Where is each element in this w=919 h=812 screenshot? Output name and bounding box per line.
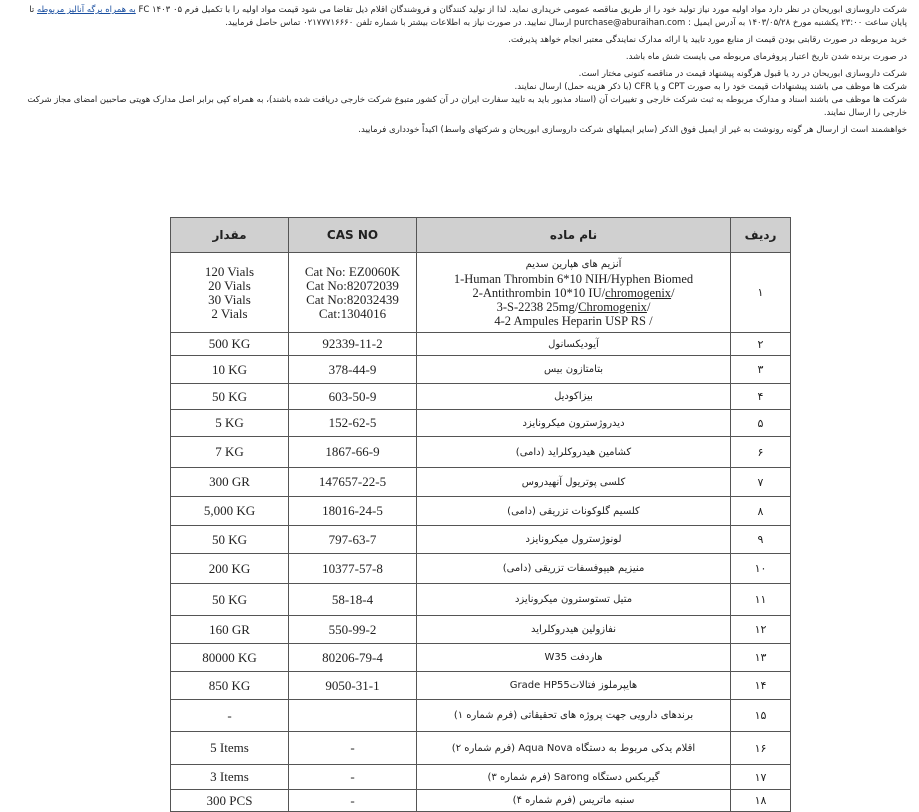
cas-cell: 797-63-7 (289, 526, 417, 554)
row-number-cell: ۶ (731, 437, 791, 468)
quantity-cell: - (171, 700, 289, 732)
table-row (171, 410, 910, 437)
cas-cell: 10377-57-8 (289, 554, 417, 584)
cas-cell: 58-18-4 (289, 584, 417, 616)
cas-cell: 1867-66-9 (289, 437, 417, 468)
table-row (171, 437, 910, 468)
table-row (171, 765, 910, 790)
header-quantity: مقدار (171, 218, 289, 253)
row-number-cell: ۱۶ (731, 732, 791, 765)
header-row-number: ردیف (731, 218, 791, 253)
note-intro: شرکت داروسازی ابوریحان در نظر دارد مواد اولیه مورد نیاز تولید خود را از طریق مناقصه عمومی خریداری نماید. لذا از تولید کنندگان و فروشندگان اقلام ذیل تقاضا می شود قیمت مواد اولیه را با تکمیل فرم FC ۱۴۰۳ ۰۵ به همراه برگه آنالیز مربوطه تا پایان ساعت ۲۳:۰۰ یکشنبه مورخ ۱۴۰۳/۰۵/۲۸ به آدرس ایمیل : purchase@aburaihan.com ارسال نمایید. در صورت نیاز به اطلاعات بیشتر با شماره تلفن ۰۲۱۷۷۷۱۶۶۶۰ تماس حاصل فرمایید. (29, 5, 907, 28)
row-number-cell: ۷ (731, 468, 791, 497)
cas-cell: - (289, 732, 417, 765)
table-row (171, 333, 910, 356)
quantity-cell: 300 PCS (171, 790, 289, 812)
row-number-cell: ۱۴ (731, 672, 791, 700)
name-cell: بیزاکودیل (417, 384, 731, 410)
analysis-sheet-link[interactable]: به همراه برگه آنالیز مربوطه (36, 5, 136, 15)
tender-notes (14, 4, 907, 141)
row-number-cell: ۴ (731, 384, 791, 410)
row-number-cell: ۱۱ (731, 584, 791, 616)
table-row (171, 468, 910, 497)
name-cell: منیزیم هیپوفسفات تزریقی (دامی) (417, 554, 731, 584)
note-email-only: خواهشمند است از ارسال هر گونه رونوشت به غیر از ایمیل فوق الذکر (سایر ایمیلهای شرکت داروسازی ابوریحان و شرکتهای واسط) اکیداً خودداری فرمایید. (358, 125, 907, 135)
name-cell: سنبه ماتریس (فرم شماره ۴) (417, 790, 731, 812)
row-number-cell: ۳ (731, 356, 791, 384)
quantity-cell: 160 GR (171, 616, 289, 644)
name-cell: هاردفت W35 (417, 644, 731, 672)
note-incoterms: شرکت ها موظف می باشند پیشنهادات قیمت خود را به صورت CPT و یا CFR (با ذکر هزینه حمل) ارسال نمایند. (514, 82, 907, 92)
cas-cell: 18016-24-5 (289, 497, 417, 526)
name-cell: دیدروژسترون میکرونایزد (417, 410, 731, 437)
cas-cell: 80206-79-4 (289, 644, 417, 672)
cas-cell: 603-50-9 (289, 384, 417, 410)
table-row (171, 790, 910, 812)
cas-cell: 378-44-9 (289, 356, 417, 384)
table-row (171, 584, 910, 616)
quantity-cell: 120 Vials 20 Vials 30 Vials 2 Vials (171, 253, 289, 333)
table-row (171, 700, 910, 732)
table-row (171, 497, 910, 526)
cas-cell: - (289, 790, 417, 812)
name-cell: بتامتازون بیس (417, 356, 731, 384)
name-cell: آنزیم های هپارین سدیم 1-Human Thrombin 6*10 NIH/Hyphen Biomed 2-Antithrombin 10*10 IU/chromogenix/ 3-S-2238 25mg/Chromogenix/ 4-2 Ampules Heparin USP RS / (417, 253, 731, 333)
table-row (171, 384, 910, 410)
row-number-cell: ۲ (731, 333, 791, 356)
row-number-cell: ۱۳ (731, 644, 791, 672)
quantity-cell: 850 KG (171, 672, 289, 700)
table-row (171, 526, 910, 554)
table-header-row (171, 218, 910, 253)
materials-table-wrapper (170, 217, 910, 812)
cas-cell (289, 700, 417, 732)
name-cell: نفازولین هیدروکلراید (417, 616, 731, 644)
cas-cell: 9050-31-1 (289, 672, 417, 700)
cas-cell: - (289, 765, 417, 790)
name-cell: لونوژسترول میکرونایزد (417, 526, 731, 554)
table-row (171, 356, 910, 384)
table-row (171, 732, 910, 765)
header-cas: CAS NO (289, 218, 417, 253)
row-number-cell: ۹ (731, 526, 791, 554)
table-row (171, 644, 910, 672)
quantity-cell: 500 KG (171, 333, 289, 356)
table-row (171, 672, 910, 700)
table-row (171, 616, 910, 644)
table-row (171, 554, 910, 584)
row-number-cell: ۱۲ (731, 616, 791, 644)
quantity-cell: 50 KG (171, 526, 289, 554)
quantity-cell: 80000 KG (171, 644, 289, 672)
header-name: نام ماده (417, 218, 731, 253)
quantity-cell: 10 KG (171, 356, 289, 384)
materials-table (170, 217, 910, 812)
name-cell: متیل تستوسترون میکرونایزد (417, 584, 731, 616)
quantity-cell: 200 KG (171, 554, 289, 584)
cas-cell: 92339-11-2 (289, 333, 417, 356)
row-number-cell: ۸ (731, 497, 791, 526)
name-cell: اقلام یدکی مربوط به دستگاه Aqua Nova (فرم شماره ۲) (417, 732, 731, 765)
cas-cell: 152-62-5 (289, 410, 417, 437)
quantity-cell: 50 KG (171, 584, 289, 616)
quantity-cell: 50 KG (171, 384, 289, 410)
quantity-cell: 5,000 KG (171, 497, 289, 526)
row-number-cell: ۱۷ (731, 765, 791, 790)
quantity-cell: 3 Items (171, 765, 289, 790)
quantity-cell: 7 KG (171, 437, 289, 468)
name-cell: آیودیکسانول (417, 333, 731, 356)
name-cell: کلسی پوتریول آنهیدروس (417, 468, 731, 497)
name-cell: برندهای دارویی جهت پروژه های تحقیقاتی (فرم شماره ۱) (417, 700, 731, 732)
name-cell: کشامین هیدروکلراید (دامی) (417, 437, 731, 468)
row-number-cell: ۱۵ (731, 700, 791, 732)
quantity-cell: 5 Items (171, 732, 289, 765)
quantity-cell: 300 GR (171, 468, 289, 497)
note-documents: شرکت ها موظف می باشند اسناد و مدارک مربوطه به ثبت شرکت خارجی و تغییرات آن (اسناد مذبور باید به تایید سفارت ایران در آن کشور متبوع شرکت خارجی دریافت شده باشند)، به همراه کپی برابر اصل مدارک هویتی صاحبین امضای مجاز شرکت خارجی را ارسال نمایند. (27, 95, 907, 118)
name-cell: کلسیم گلوکونات تزریقی (دامی) (417, 497, 731, 526)
name-cell: گیربکس دستگاه Sarong (فرم شماره ۳) (417, 765, 731, 790)
row-number-cell: ۱ (731, 253, 791, 333)
cas-cell: Cat No: EZ0060K Cat No:82072039 Cat No:82032439 Cat:1304016 (289, 253, 417, 333)
note-purchase-condition: خرید مربوطه در صورت رقابتی بودن قیمت از منابع مورد تایید یا ارائه مدارک نمایندگی معتبر انجام خواهد پذیرفت. (508, 35, 907, 45)
note-rejection-right: شرکت داروسازی ابوریحان در رد یا قبول هرگونه پیشنهاد قیمت در مناقصه کنونی مختار است. (578, 69, 907, 79)
cas-cell: 147657-22-5 (289, 468, 417, 497)
cas-cell: 550-99-2 (289, 616, 417, 644)
note-proforma-validity: در صورت برنده شدن تاریخ اعتبار پروفرمای مربوطه می بایست شش ماه باشد. (625, 52, 907, 62)
row-number-cell: ۱۰ (731, 554, 791, 584)
row-number-cell: ۱۸ (731, 790, 791, 812)
quantity-cell: 5 KG (171, 410, 289, 437)
row-number-cell: ۵ (731, 410, 791, 437)
table-row (171, 253, 910, 333)
name-cell: هایپرملوز فتالاتGrade HP55 (417, 672, 731, 700)
